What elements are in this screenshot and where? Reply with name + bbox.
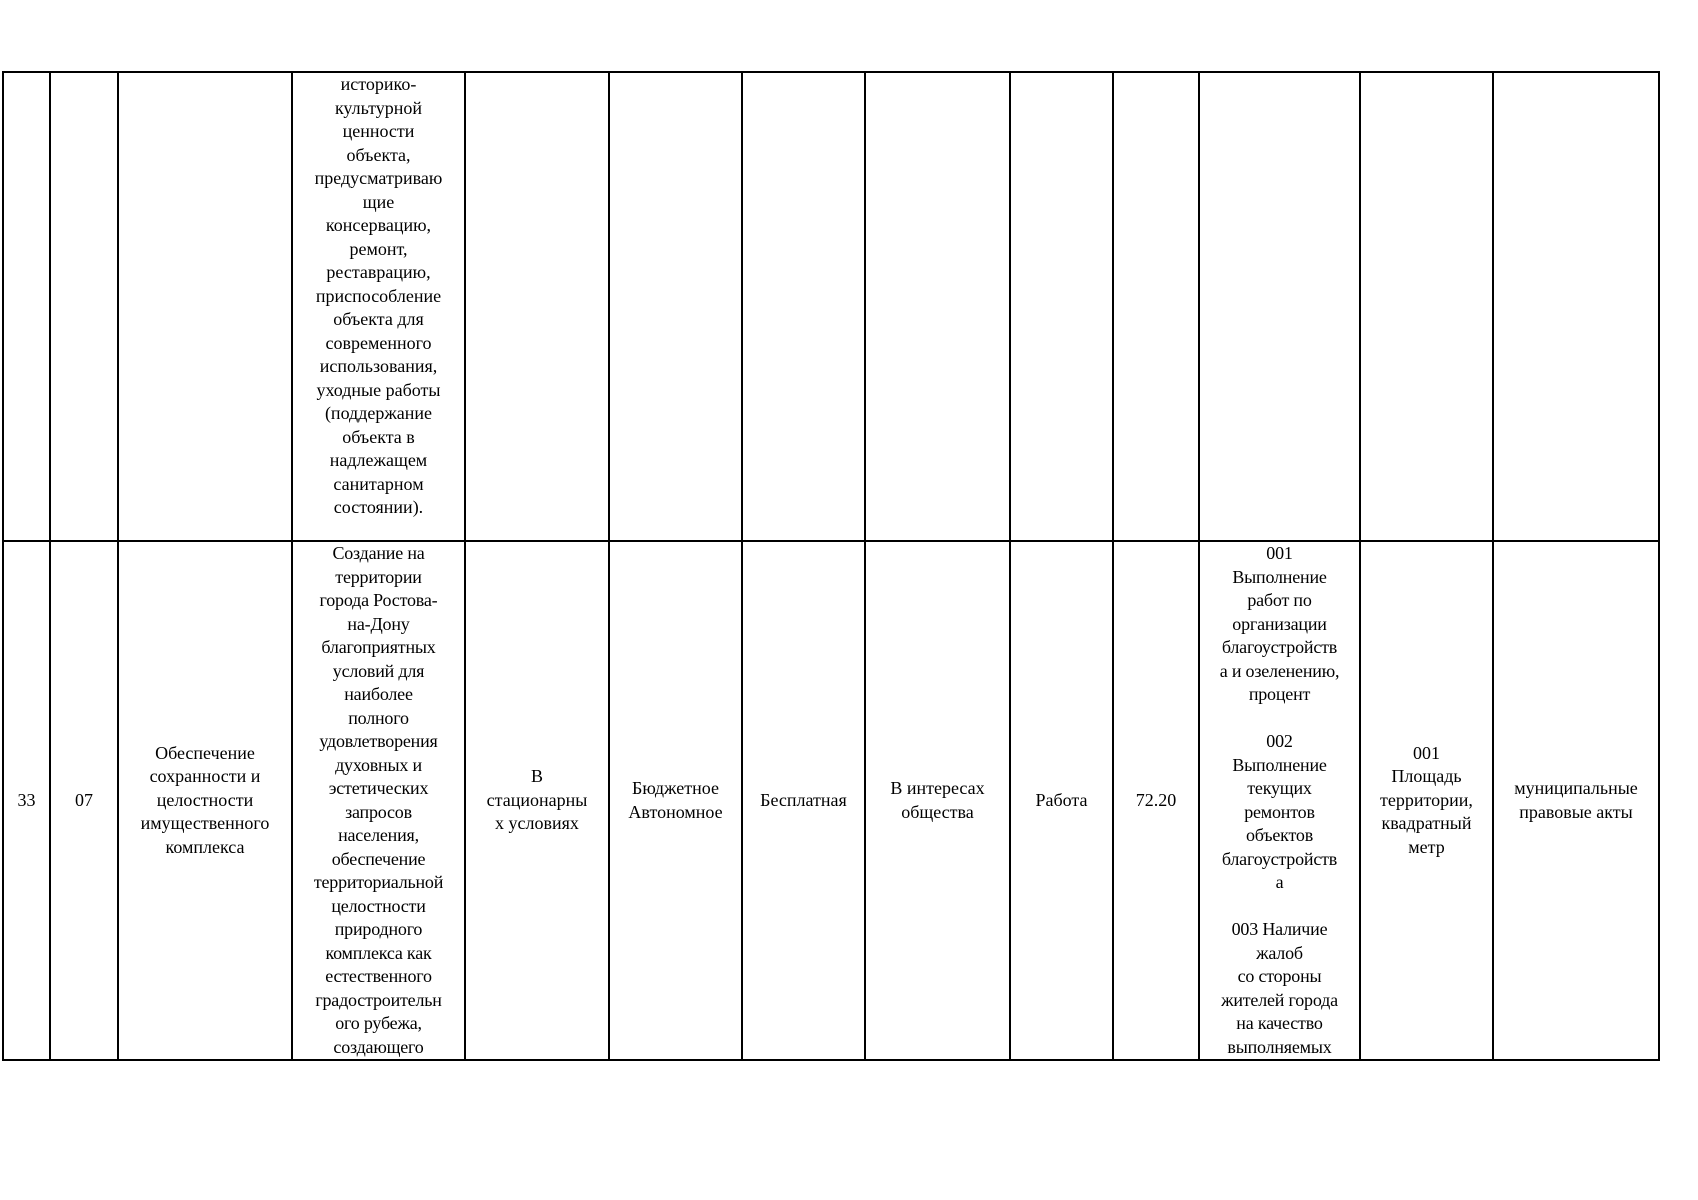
table-cell-conditions xyxy=(465,72,609,541)
table-cell-quality-indicators xyxy=(1199,72,1360,541)
table-cell-code xyxy=(50,72,118,541)
table-cell-okved: 72.20 xyxy=(1113,541,1199,1060)
table-cell-consumers: В интересах общества xyxy=(865,541,1010,1060)
table-cell-payment: Бесплатная xyxy=(742,541,865,1060)
table-cell-volume-indicators: 001 Площадь территории, квадратный метр xyxy=(1360,541,1493,1060)
table-cell-legal-acts xyxy=(1493,72,1659,541)
table-cell-description: Создание на территории города Ростова- на-Дону благоприятных условий для наиболее полного удовлетворения духовных и эстетических запросов населения, обеспечение территориальной целостности природного комплекса как естественного градостроительн ого рубежа, создающего xyxy=(292,541,465,1060)
table-cell-number: 33 xyxy=(3,541,50,1060)
table-cell-payment xyxy=(742,72,865,541)
table-cell-institution-type xyxy=(609,72,742,541)
table-cell-kind: Работа xyxy=(1010,541,1113,1060)
table-cell-consumers xyxy=(865,72,1010,541)
table-cell-kind xyxy=(1010,72,1113,541)
table-cell-institution-type: Бюджетное Автономное xyxy=(609,541,742,1060)
table-cell-quality-indicators: 001 Выполнение работ по организации благоустройств а и озеленению, процент 002 Выполнение текущих ремонтов объектов благоустройств а 003 Наличие жалоб со стороны жителей города на качество выполняемых xyxy=(1199,541,1360,1060)
table-cell-okved xyxy=(1113,72,1199,541)
table-cell-code: 07 xyxy=(50,541,118,1060)
table-cell-volume-indicators xyxy=(1360,72,1493,541)
table-row xyxy=(3,72,1659,541)
table-cell-number xyxy=(3,72,50,541)
table-row xyxy=(3,541,1659,1060)
data-table xyxy=(2,71,1660,1061)
table-cell-name: Обеспечение сохранности и целостности имущественного комплекса xyxy=(118,541,292,1060)
table-cell-description: историко- культурной ценности объекта, предусматриваю щие консервацию, ремонт, реставрацию, приспособление объекта для современного использования, уходные работы (поддержание объекта в надлежащем санитарном состоянии). xyxy=(292,72,465,541)
table-cell-conditions: В стационарны х условиях xyxy=(465,541,609,1060)
table-cell-legal-acts: муниципальные правовые акты xyxy=(1493,541,1659,1060)
table-cell-name xyxy=(118,72,292,541)
